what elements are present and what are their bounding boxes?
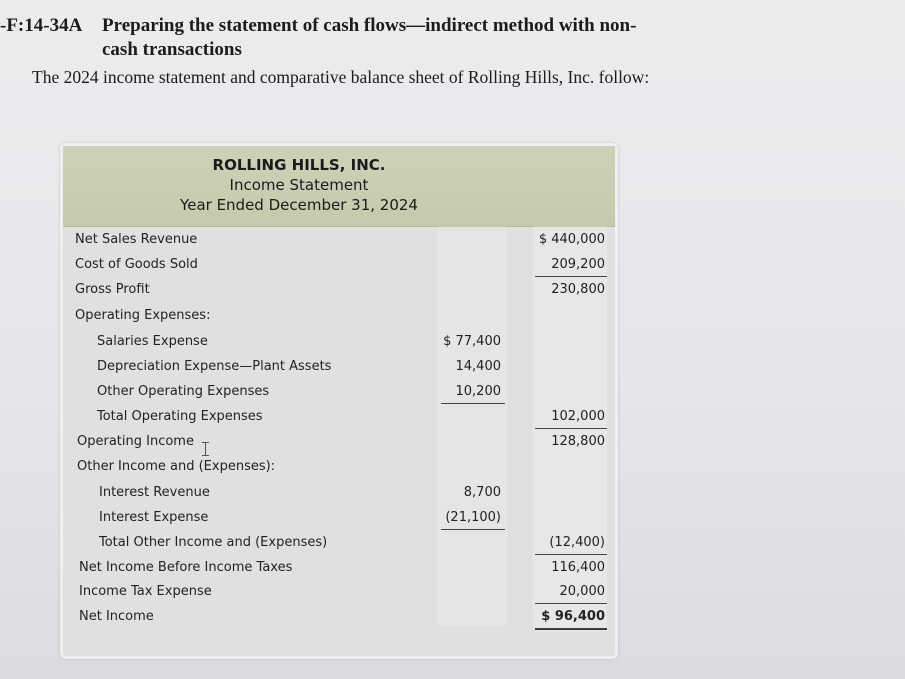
- double-total-rule: [535, 628, 607, 630]
- row-label: Salaries Expense: [97, 334, 208, 349]
- subtotal-rule: [535, 276, 607, 277]
- statement-row: [63, 257, 615, 279]
- statement-row: [63, 232, 615, 254]
- company-name: ROLLING HILLS, INC.: [212, 156, 386, 174]
- row-amount-mid: 10,200: [455, 384, 501, 399]
- statement-row: [63, 584, 615, 606]
- row-label: Gross Profit: [75, 282, 150, 297]
- row-label: Operating Expenses:: [75, 308, 211, 323]
- statement-header: [63, 146, 615, 227]
- row-amount-right: $ 96,400: [541, 609, 605, 624]
- row-amount-right: 128,800: [551, 434, 605, 449]
- statement-row: [63, 434, 615, 456]
- statement-row: [63, 459, 615, 481]
- row-amount-right: 20,000: [559, 584, 605, 599]
- statement-row: [63, 535, 615, 557]
- row-label: Interest Expense: [99, 510, 209, 525]
- subtotal-rule: [441, 529, 505, 530]
- row-label: Total Other Income and (Expenses): [99, 535, 328, 550]
- problem-number: -F:14-34A: [0, 15, 83, 36]
- statement-row: [63, 282, 615, 304]
- row-label: Other Income and (Expenses):: [77, 459, 276, 474]
- statement-row: [63, 485, 615, 507]
- statement-period: Year Ended December 31, 2024: [180, 196, 418, 214]
- row-label: Operating Income: [77, 434, 194, 449]
- row-amount-right: 230,800: [551, 282, 605, 297]
- subtotal-rule: [441, 403, 505, 404]
- problem-title: Preparing the statement of cash flows—indirect method with non-cash transactions: [102, 15, 637, 60]
- row-label: Total Operating Expenses: [97, 409, 263, 424]
- row-amount-right: $ 440,000: [538, 232, 605, 247]
- row-amount-mid: (21,100): [445, 510, 501, 525]
- row-amount-right: 102,000: [551, 409, 605, 424]
- row-amount-mid: $ 77,400: [443, 334, 501, 349]
- statement-name: Income Statement: [229, 176, 369, 194]
- statement-row: [63, 334, 615, 356]
- statement-row: [63, 359, 615, 381]
- row-label: Depreciation Expense—Plant Assets: [97, 359, 332, 374]
- statement-row: [63, 560, 615, 582]
- statement-row: [63, 409, 615, 431]
- row-label: Cost of Goods Sold: [75, 257, 198, 272]
- problem-intro: The 2024 income statement and comparative balance sheet of Rolling Hills, Inc. follow:: [32, 67, 650, 87]
- row-label: Other Operating Expenses: [97, 384, 270, 399]
- row-label: Net Sales Revenue: [75, 232, 198, 247]
- statement-row: [63, 308, 615, 330]
- row-amount-right: 209,200: [551, 257, 605, 272]
- subtotal-rule: [535, 554, 607, 555]
- income-statement: [60, 143, 618, 659]
- row-label: Net Income: [79, 609, 154, 624]
- statement-row: [63, 384, 615, 406]
- subtotal-rule: [535, 428, 607, 429]
- row-amount-mid: 14,400: [455, 359, 501, 374]
- row-label: Interest Revenue: [99, 485, 210, 500]
- statement-row: [63, 609, 615, 631]
- row-label: Net Income Before Income Taxes: [79, 560, 293, 575]
- row-amount-mid: 8,700: [463, 485, 501, 500]
- text-cursor-icon: [205, 442, 206, 456]
- subtotal-rule: [535, 603, 607, 604]
- row-amount-right: 116,400: [551, 560, 605, 575]
- statement-row: [63, 510, 615, 532]
- row-label: Income Tax Expense: [79, 584, 212, 599]
- row-amount-right: (12,400): [549, 535, 605, 550]
